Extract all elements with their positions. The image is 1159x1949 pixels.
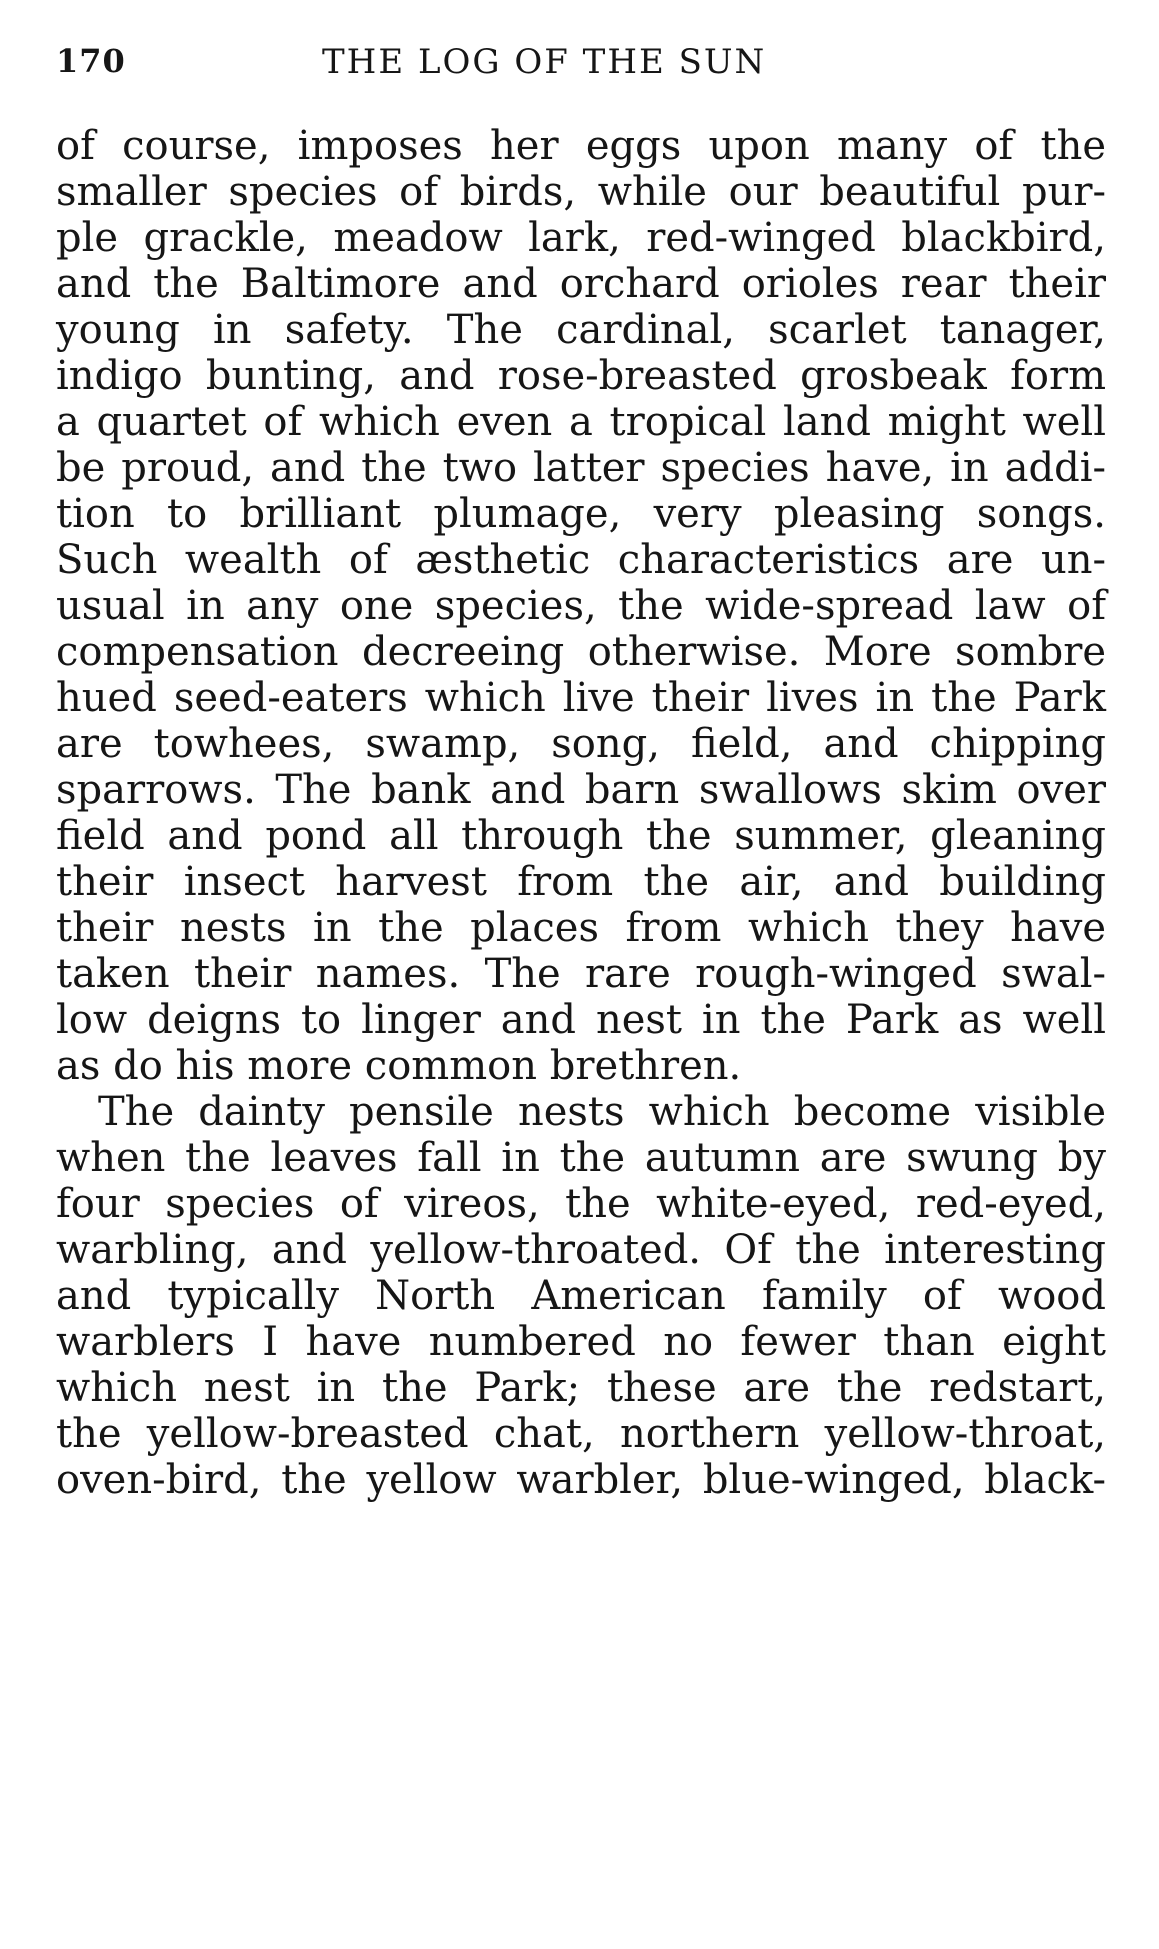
running-title: THE LOG OF THE SUN (322, 42, 767, 82)
text-line: sparrows. The bank and barn swallows skim over (56, 767, 1106, 813)
text-line: taken their names. The rare rough-winged swal- (56, 951, 1106, 997)
text-line: hued seed-eaters which live their lives in the Park (56, 675, 1106, 721)
text-line: when the leaves fall in the autumn are swung by (56, 1135, 1106, 1181)
text-line: field and pond all through the summer, gleaning (56, 813, 1106, 859)
page-number: 170 (56, 42, 126, 80)
text-line: warblers I have numbered no fewer than eight (56, 1319, 1106, 1365)
text-line: oven-bird, the yellow warbler, blue-winged, black- (56, 1457, 1106, 1503)
text-line: as do his more common brethren. (56, 1043, 742, 1089)
text-line: ple grackle, meadow lark, red-winged blackbird, (56, 215, 1106, 261)
text-line: warbling, and yellow-throated. Of the interesting (56, 1227, 1106, 1273)
text-line: usual in any one species, the wide-spread law of (56, 583, 1106, 629)
text-line: a quartet of which even a tropical land might well (56, 399, 1106, 445)
text-line: which nest in the Park; these are the redstart, (56, 1365, 1106, 1411)
text-line: low deigns to linger and nest in the Park as well (56, 997, 1106, 1043)
text-line: compensation decreeing otherwise. More sombre (56, 629, 1106, 675)
text-line: and the Baltimore and orchard orioles rear their (56, 261, 1106, 307)
running-head (56, 42, 1106, 98)
text-line: their nests in the places from which they have (56, 905, 1106, 951)
paragraph-first-line: The dainty pensile nests which become visible (98, 1089, 1106, 1135)
text-line: young in safety. The cardinal, scarlet tanager, (56, 307, 1106, 353)
text-line: indigo bunting, and rose-breasted grosbeak form (56, 353, 1106, 399)
text-line: of course, imposes her eggs upon many of the (56, 123, 1106, 169)
text-line: and typically North American family of wood (56, 1273, 1106, 1319)
text-line: the yellow-breasted chat, northern yellow-throat, (56, 1411, 1106, 1457)
text-line: Such wealth of æsthetic characteristics are un- (56, 537, 1106, 583)
text-line: their insect harvest from the air, and building (56, 859, 1106, 905)
text-line: smaller species of birds, while our beautiful pur- (56, 169, 1106, 215)
text-line: are towhees, swamp, song, field, and chipping (56, 721, 1106, 767)
text-line: four species of vireos, the white-eyed, red-eyed, (56, 1181, 1106, 1227)
text-line: tion to brilliant plumage, very pleasing songs. (56, 491, 1106, 537)
text-line: be proud, and the two latter species have, in addi- (56, 445, 1106, 491)
